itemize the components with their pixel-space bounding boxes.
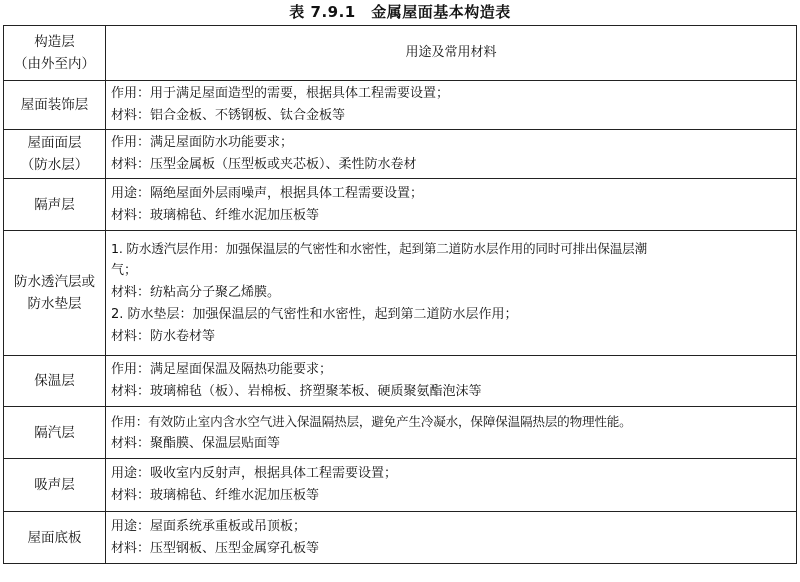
header-desc-cell: 用途及常用材料 — [106, 26, 797, 81]
layer-cell — [4, 459, 106, 512]
desc-cell — [106, 459, 797, 512]
desc-line: 材料：玻璃棉毡、纤维水泥加压板等 — [111, 207, 320, 223]
layer-cell — [4, 356, 106, 407]
desc-cell — [106, 130, 797, 179]
layer-name: （防水层） — [20, 157, 89, 173]
layer-name: 吸声层 — [34, 477, 75, 493]
desc-cell — [106, 179, 797, 231]
desc-line: 材料：压型钢板、压型金属穿孔板等 — [111, 540, 320, 556]
layer-name: 屋面装饰层 — [20, 97, 89, 113]
desc-line: 材料：铝合金板、不锈钢板、钛合金板等 — [111, 108, 346, 123]
desc-line: 作用：满足屋面保温及隔热功能要求； — [111, 362, 333, 377]
desc-line: 用途：屋面系统承重板或吊顶板； — [111, 518, 307, 534]
table-header-row — [4, 26, 797, 81]
header-layer-label: 构造层 — [34, 34, 75, 50]
table-row — [4, 459, 797, 512]
table-row — [4, 356, 797, 407]
desc-line: 用途：吸收室内反射声，根据具体工程需要设置； — [111, 466, 398, 481]
layer-name: 防水垫层 — [27, 296, 82, 312]
layer-name: 隔汽层 — [34, 424, 75, 441]
layer-cell — [4, 407, 106, 459]
desc-cell — [106, 81, 797, 130]
layer-name: 屋面面层 — [27, 135, 82, 151]
layer-cell — [4, 179, 106, 231]
desc-cell — [106, 512, 797, 564]
layer-name: 隔声层 — [34, 196, 75, 213]
layer-name: 屋面底板 — [27, 529, 82, 546]
desc-line: 作用：满足屋面防水功能要求； — [111, 135, 294, 150]
layer-name: 保温层 — [34, 373, 75, 389]
table-row — [4, 130, 797, 179]
table-row — [4, 231, 797, 356]
desc-line: 材料：压型金属板（压型板或夹芯板）、柔性防水卷材 — [111, 157, 417, 172]
desc-cell — [106, 356, 797, 407]
desc-line: 作用：用于满足屋面造型的需要，根据具体工程需要设置； — [111, 86, 450, 101]
layer-name: 防水透汽层或 — [14, 274, 95, 290]
table-row — [4, 179, 797, 231]
header-layer-sublabel: （由外至内） — [14, 56, 95, 72]
desc-line: 气； — [111, 263, 138, 278]
layer-cell — [4, 231, 106, 356]
layer-cell — [4, 512, 106, 564]
table-row — [4, 81, 797, 130]
desc-line: 材料：防水卷材等 — [111, 329, 216, 344]
layer-cell — [4, 130, 106, 179]
desc-line: 用途：隔绝屋面外层雨噪声，根据具体工程需要设置； — [111, 185, 424, 201]
desc-line: 材料：纺粘高分子聚乙烯膜。 — [111, 285, 281, 300]
desc-cell — [106, 231, 797, 356]
roof-construction-table — [3, 25, 797, 564]
desc-line: 作用：有效防止室内含水空气进入保温隔热层，避免产生冷凝水，保障保温隔热层的物理性能。 — [111, 413, 632, 429]
table-title: 表 7.9.1 金属屋面基本构造表 — [289, 3, 511, 21]
desc-line: 材料：玻璃棉毡（板）、岩棉板、挤塑聚苯板、硬质聚氨酯泡沫等 — [111, 384, 482, 399]
table-row — [4, 512, 797, 564]
desc-line: 材料：聚酯膜、保温层贴面等 — [111, 435, 281, 451]
layer-cell — [4, 81, 106, 130]
desc-cell — [106, 407, 797, 459]
table-row — [4, 407, 797, 459]
desc-line: 1. 防水透汽层作用：加强保温层的气密性和水密性，起到第二道防水层作用的同时可排出保温层潮 — [111, 241, 647, 256]
header-layer-cell — [4, 26, 106, 81]
desc-line: 2. 防水垫层：加强保温层的气密性和水密性，起到第二道防水层作用； — [111, 307, 518, 322]
desc-line: 材料：玻璃棉毡、纤维水泥加压板等 — [111, 488, 320, 503]
